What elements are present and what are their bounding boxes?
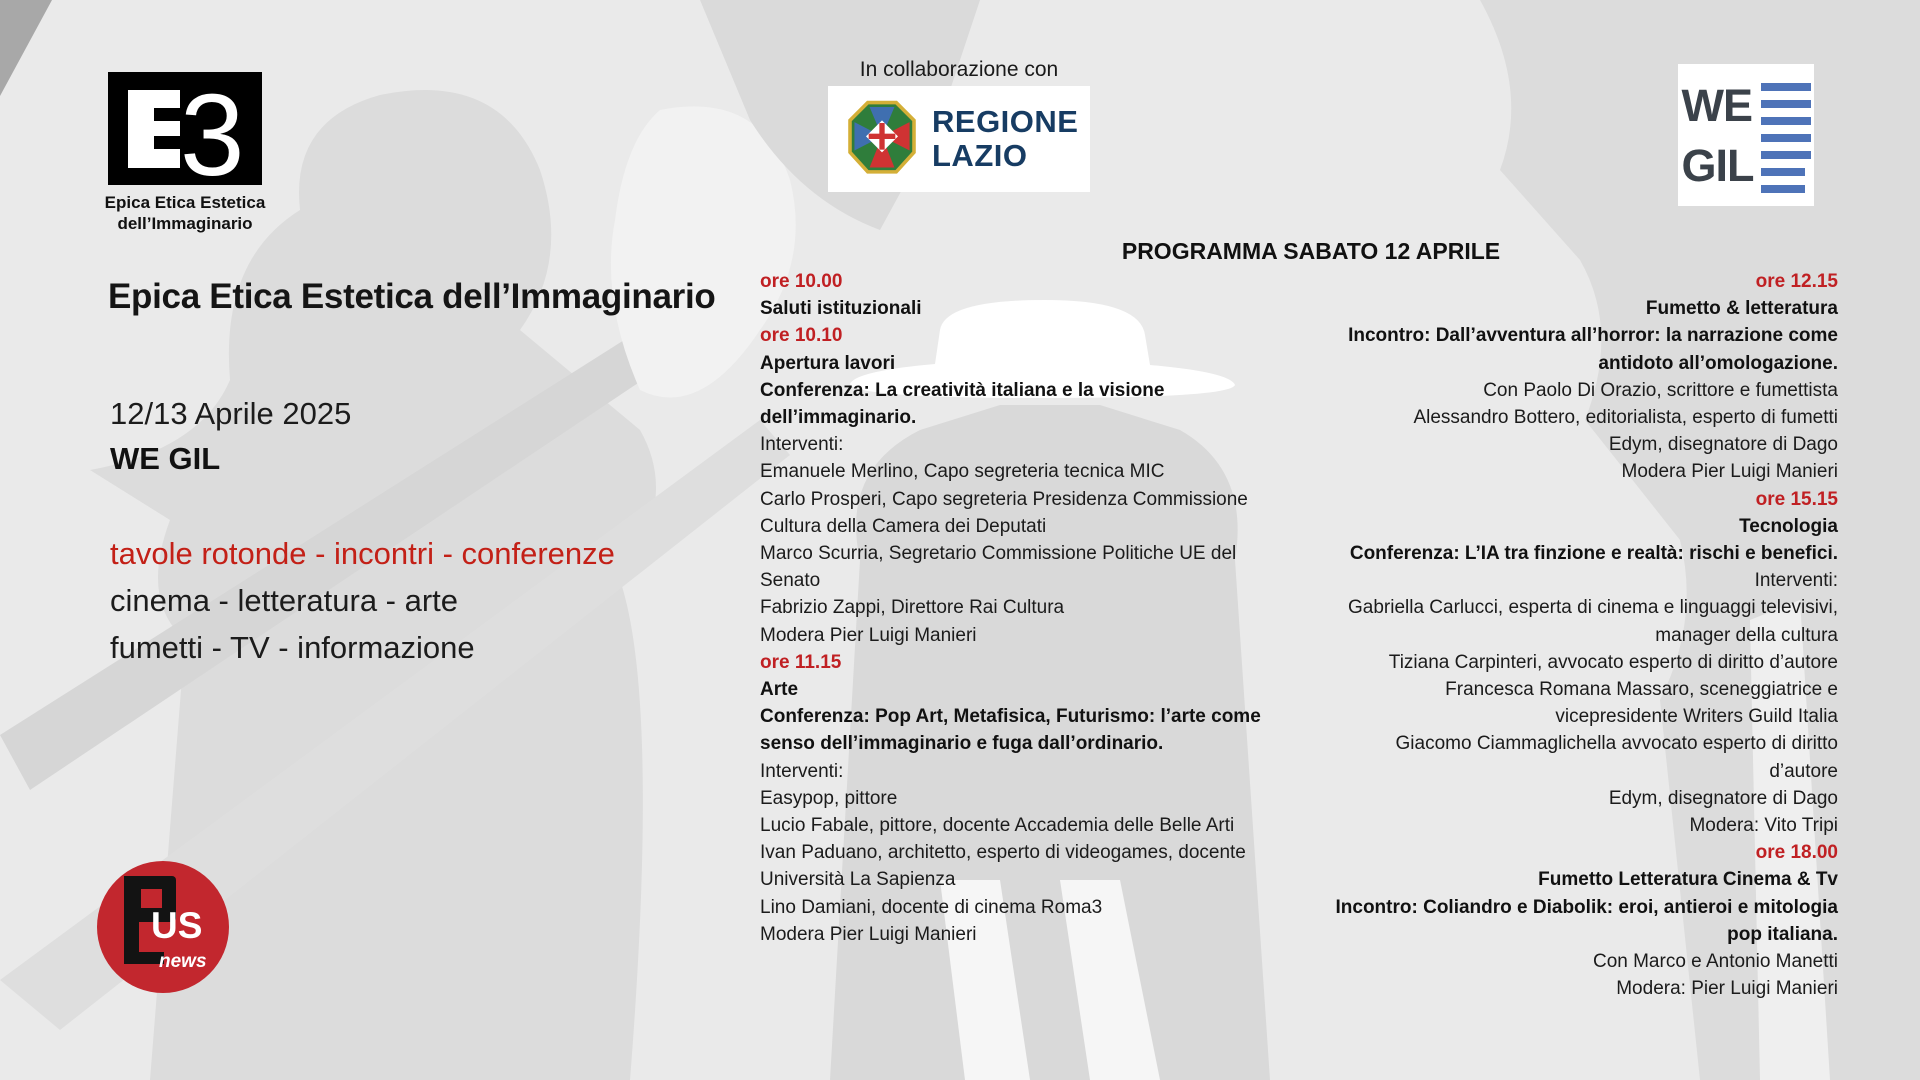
program-line: Gabriella Carlucci, esperta di cinema e linguaggi televisivi, bbox=[1347, 597, 1838, 619]
program-line: Easypop, pittore bbox=[760, 787, 898, 809]
e3-letter-e-shape bbox=[128, 90, 180, 168]
plus-news-label: news bbox=[159, 951, 207, 972]
program-line: Conferenza: L’IA tra finzione e realtà: rischi e benefici. bbox=[1349, 543, 1838, 565]
program-line: Incontro: Dall’avventura all’horror: la narrazione come bbox=[1348, 325, 1838, 347]
event-title: Epica Etica Estetica dell’Immaginario bbox=[108, 277, 716, 316]
program-line: Cultura della Camera dei Deputati bbox=[760, 515, 1047, 537]
program-line: Con Marco e Antonio Manetti bbox=[1592, 951, 1838, 973]
wegil-line2: GIL bbox=[1681, 140, 1754, 191]
program-line: manager della cultura bbox=[1655, 624, 1838, 646]
program-line: antidoto all’omologazione. bbox=[1598, 352, 1838, 374]
program-line: Modera Pier Luigi Manieri bbox=[760, 923, 977, 945]
plus-us-label: US bbox=[151, 905, 203, 946]
program-line: ore 11.15 bbox=[760, 651, 842, 673]
program-line: Giacomo Ciammaglichella avvocato esperto di diritto bbox=[1395, 733, 1838, 755]
wegil-line1: WE bbox=[1681, 80, 1752, 131]
program-line: Conferenza: Pop Art, Metafisica, Futurismo: l’arte come bbox=[760, 706, 1261, 728]
program-line: Interventi: bbox=[760, 760, 844, 782]
program-line: ore 10.10 bbox=[760, 325, 843, 347]
program-line: Interventi: bbox=[760, 434, 844, 456]
program-line: Lino Damiani, docente di cinema Roma3 bbox=[760, 896, 1103, 918]
wegil-wordmark bbox=[1682, 76, 1754, 196]
program-line: Modera: Vito Tripi bbox=[1689, 815, 1838, 837]
program-line: ore 18.00 bbox=[1755, 842, 1838, 864]
regione-lazio-crest-icon bbox=[846, 99, 918, 179]
program-line: Fabrizio Zappi, Direttore Rai Cultura bbox=[760, 597, 1065, 619]
program-column-afternoon bbox=[1336, 268, 1839, 1002]
e3-caption-line2: dell’Immaginario bbox=[117, 214, 253, 233]
wegil-logo bbox=[1678, 64, 1814, 206]
plus-news-logo bbox=[97, 861, 229, 993]
e3-digit: 3 bbox=[180, 72, 245, 185]
program-line: Modera: Pier Luigi Manieri bbox=[1616, 978, 1838, 1000]
program-line: ore 10.00 bbox=[760, 271, 843, 292]
wegil-stripes-icon bbox=[1761, 83, 1811, 193]
program-line: Incontro: Coliandro e Diabolik: eroi, antieroi e mitologia bbox=[1335, 896, 1838, 918]
program-line: Emanuele Merlino, Capo segreteria tecnica MIC bbox=[760, 461, 1165, 483]
program-line: Apertura lavori bbox=[760, 352, 896, 374]
program-line: Saluti istituzionali bbox=[760, 298, 922, 320]
program-line: Edym, disegnatore di Dago bbox=[1608, 434, 1838, 456]
event-dates: 12/13 Aprile 2025 bbox=[110, 396, 352, 431]
regione-line2: LAZIO bbox=[932, 138, 1028, 173]
program-line: Ivan Paduano, architetto, esperto di videogames, docente bbox=[760, 842, 1246, 864]
program-line: Edym, disegnatore di Dago bbox=[1608, 787, 1838, 809]
program-line: ore 12.15 bbox=[1755, 271, 1838, 292]
event-tagline-red: tavole rotonde - incontri - conferenze bbox=[110, 536, 615, 571]
program-line: Modera Pier Luigi Manieri bbox=[760, 624, 977, 646]
collaboration-label: In collaborazione con bbox=[859, 58, 1059, 81]
program-line: vicepresidente Writers Guild Italia bbox=[1555, 706, 1838, 728]
e3-logo bbox=[108, 72, 262, 185]
program-line: ore 15.15 bbox=[1755, 488, 1838, 510]
event-tagline-3: fumetti - TV - informazione bbox=[110, 630, 475, 665]
program-line: Arte bbox=[760, 679, 799, 701]
program-line: Tecnologia bbox=[1739, 515, 1838, 537]
e3-caption-line1: Epica Etica Estetica bbox=[104, 193, 266, 212]
program-title: PROGRAMMA SABATO 12 APRILE bbox=[1121, 238, 1501, 264]
program-line: Senato bbox=[760, 570, 821, 592]
program-line: Interventi: bbox=[1754, 570, 1838, 592]
program-line: senso dell’immaginario e fuga dall’ordinario. bbox=[760, 733, 1164, 755]
program-line: Alessandro Bottero, editorialista, esperto di fumetti bbox=[1413, 407, 1838, 429]
program-line: Marco Scurria, Segretario Commissione Politiche UE del bbox=[760, 543, 1237, 565]
program-line: Con Paolo Di Orazio, scrittore e fumettista bbox=[1483, 379, 1838, 401]
program-line: Francesca Romana Massaro, sceneggiatrice e bbox=[1445, 679, 1838, 701]
regione-lazio-wordmark bbox=[932, 105, 1078, 173]
e3-logo-icon bbox=[108, 72, 262, 185]
program-line: Fumetto Letteratura Cinema & Tv bbox=[1538, 869, 1838, 891]
program-line: Fumetto & letteratura bbox=[1645, 298, 1838, 320]
program-line: dell’immaginario. bbox=[760, 407, 917, 429]
event-venue: WE GIL bbox=[110, 441, 221, 476]
program-line: d’autore bbox=[1769, 760, 1838, 782]
e3-logo-caption bbox=[58, 192, 312, 234]
program-line: Tiziana Carpinteri, avvocato esperto di diritto d’autore bbox=[1388, 651, 1838, 673]
regione-line1: REGIONE bbox=[932, 104, 1079, 139]
program-line: Modera Pier Luigi Manieri bbox=[1621, 461, 1838, 483]
event-tagline-2: cinema - letteratura - arte bbox=[110, 583, 459, 618]
program-line: Università La Sapienza bbox=[760, 869, 956, 891]
program-column-morning bbox=[760, 268, 1261, 948]
regione-lazio-logo bbox=[828, 86, 1090, 192]
program-line: Carlo Prosperi, Capo segreteria Presidenza Commissione bbox=[760, 488, 1248, 510]
program-line: Lucio Fabale, pittore, docente Accademia delle Belle Arti bbox=[760, 815, 1235, 837]
program-line: pop italiana. bbox=[1727, 923, 1838, 945]
program-line: Conferenza: La creatività italiana e la visione bbox=[760, 379, 1165, 401]
